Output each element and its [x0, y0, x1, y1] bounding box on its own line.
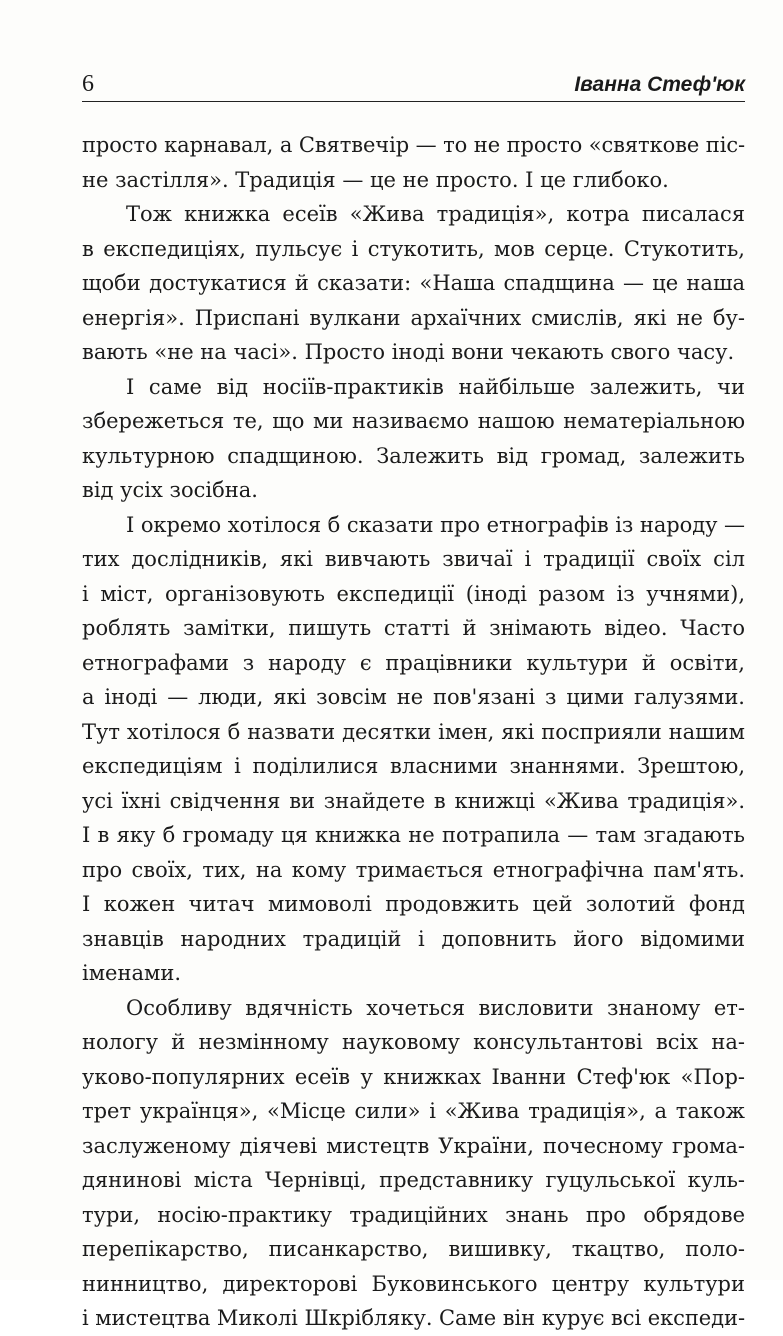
text-line: не застілля». Традиція — це не просто. І це глибоко.: [82, 167, 669, 192]
text-line: про своїх, тих, на кому тримається етнографічна пам'ять.: [82, 857, 745, 882]
text-line: в експедиціях, пульсує і стукотить, мов серце. Стукотить,: [82, 236, 745, 261]
text-line: дянинові міста Чернівці, представнику гуцульської куль-: [82, 1168, 745, 1192]
text-line: Тож книжка есеїв «Жива традиція», котра писалася: [126, 202, 745, 226]
text-line: уково-популярних есеїв у книжках Іванни Стеф'юк «Пор-: [82, 1064, 745, 1089]
text-line: І кожен читач мимоволі продовжить цей золотий фонд: [82, 892, 745, 916]
text-line: Тут хотілося б назвати десятки імен, які посприяли нашим: [82, 719, 745, 744]
text-line: іменами.: [82, 961, 182, 985]
paragraph: [82, 991, 745, 1336]
text-line: нологу й незмінному науковому консультантові всіх на-: [82, 1030, 745, 1054]
text-line: експедиціям і поділилися власними знаннями. Зрештою,: [82, 754, 745, 778]
page-number: 6: [82, 71, 94, 97]
text-line: і мистецтва Миколі Шкрібляку. Саме він курує всі експеди-: [82, 1306, 745, 1330]
text-line: роблять замітки, пишуть статті й знімають відео. Часто: [82, 616, 745, 640]
body-text: [82, 128, 745, 1336]
text-line: Особливу вдячність хочеться висловити знаному ет-: [126, 995, 745, 1020]
text-line: і міст, організовують експедиції (іноді разом із учнями),: [82, 581, 745, 606]
text-line: трет українця», «Місце сили» і «Жива традиція», а також: [82, 1099, 745, 1123]
text-line: збережеться те, що ми називаємо нашою нематеріальною: [82, 409, 745, 433]
text-line: І окремо хотілося б сказати про етнографів із народу —: [126, 512, 745, 537]
header-rule: [82, 101, 745, 102]
text-line: культурною спадщиною. Залежить від громад, залежить: [82, 443, 745, 468]
text-line: І в яку б громаду ця книжка не потрапила — там згадають: [82, 823, 745, 847]
text-line: нинництво, директорові Буковинського центру культури: [82, 1271, 745, 1296]
text-line: усі їхні свідчення ви знайдете в книжці «Жива традиція».: [82, 788, 745, 813]
text-line: І саме від носіїв-практиків найбільше залежить, чи: [126, 374, 745, 399]
text-line: енергія». Приспані вулкани архаїчних смислів, які не бу-: [82, 305, 745, 330]
page-header: [82, 70, 745, 102]
text-line: від усіх зосібна.: [82, 478, 258, 502]
running-head-author: Іванна Стеф'юк: [574, 73, 745, 96]
paragraph: [82, 508, 745, 991]
text-line: щоби достукатися й сказати: «Наша спадщина — це наша: [82, 271, 745, 295]
text-line: заслуженому діячеві мистецтв України, почесному грома-: [82, 1133, 745, 1158]
text-line: а іноді — люди, які зовсім не пов'язані з цими галузями.: [82, 685, 745, 709]
paragraph: [82, 370, 745, 508]
paragraph: [82, 197, 745, 370]
text-line: тих дослідників, які вивчають звичаї і традиції своїх сіл: [82, 547, 745, 571]
text-line: етнографами з народу є працівники культури й освіти,: [82, 650, 745, 675]
paragraph: [82, 128, 745, 197]
text-line: перепікарство, писанкарство, вишивку, ткацтво, поло-: [82, 1237, 745, 1261]
text-line: вають «не на часі». Просто іноді вони чекають свого часу.: [82, 340, 735, 364]
text-line: знавців народних традицій і доповнить його відомими: [82, 926, 745, 951]
text-line: тури, носію-практику традиційних знань про обрядове: [82, 1202, 745, 1227]
text-line: просто карнавал, а Святвечір — то не просто «святкове піс-: [82, 133, 745, 157]
